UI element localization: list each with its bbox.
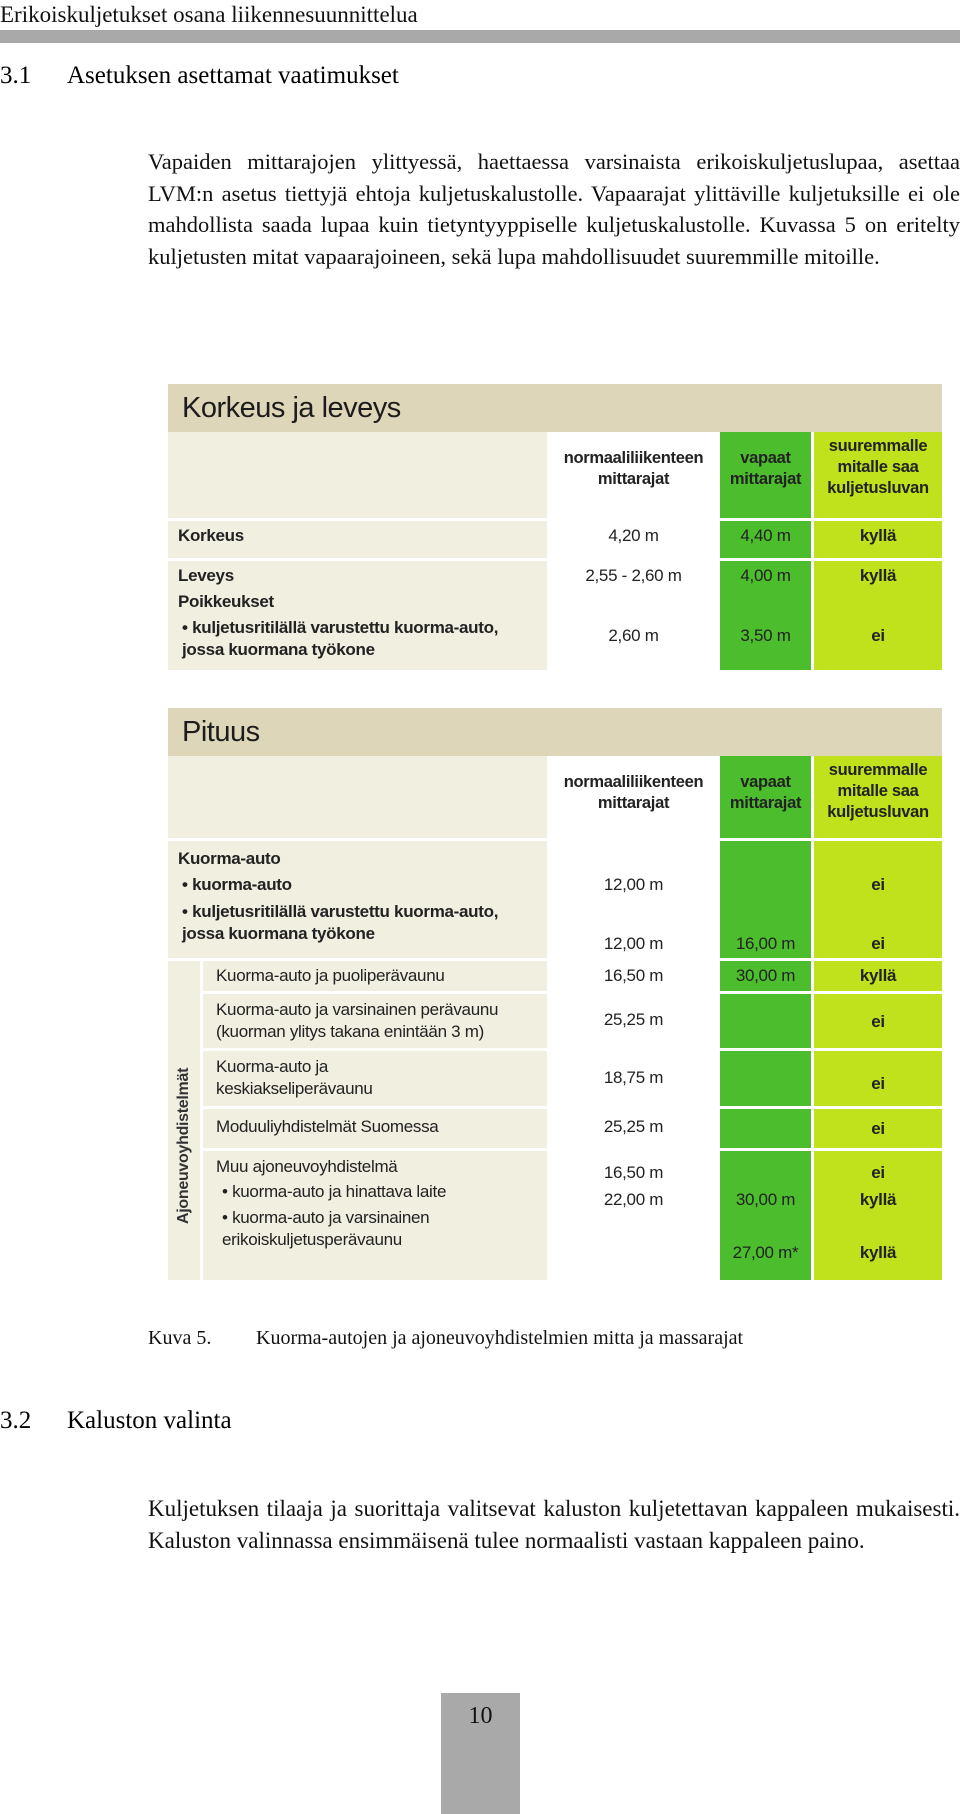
section-number: 3.1 xyxy=(0,62,32,89)
table-length xyxy=(168,708,942,1280)
cell-larger: ei xyxy=(871,1012,885,1031)
row-label: • kuorma-auto xyxy=(182,875,292,894)
cell-free: 27,00 m* xyxy=(732,1243,799,1262)
cell-normal: 2,55 - 2,60 m xyxy=(585,566,682,585)
header-larger: suuremmalle mitalle saa kuljetusluvan xyxy=(827,437,929,497)
cell-normal: 16,50 m xyxy=(603,966,664,985)
cell-larger: ei xyxy=(871,1119,885,1138)
cell-normal: 12,00 m xyxy=(603,875,664,894)
table-title: Pituus xyxy=(168,708,942,756)
cell-free: 16,00 m xyxy=(735,934,796,953)
header-free: vapaat mittarajat xyxy=(729,449,802,488)
row-label: • kuljetusritilällä varustettu kuorma-auto, jossa kuormana työkone xyxy=(182,902,499,943)
cell-normal: 4,20 m xyxy=(608,526,659,545)
cell-larger: ei xyxy=(871,934,885,953)
cell-larger: kyllä xyxy=(859,1243,897,1262)
vertical-label: Ajoneuvoyhdistelmät xyxy=(175,1067,192,1224)
section-title: Asetuksen asettamat vaatimukset xyxy=(67,62,399,89)
cell-normal: 22,00 m xyxy=(603,1190,664,1209)
row-label: Moduuliyhdistelmät Suomessa xyxy=(216,1117,439,1136)
cell-free: 30,00 m xyxy=(735,966,796,985)
cell-normal: 16,50 m xyxy=(603,1163,664,1182)
row-label: Poikkeukset xyxy=(178,592,274,611)
running-header-title: Erikoiskuljetukset osana liikennesuunnittelua xyxy=(0,2,418,27)
row-label: Korkeus xyxy=(178,526,244,545)
cell-free: 30,00 m xyxy=(735,1190,796,1209)
header-rule xyxy=(0,30,960,43)
cell-normal: 25,25 m xyxy=(603,1117,664,1136)
cell-normal: 2,60 m xyxy=(608,626,659,645)
caption-text: Kuorma-autojen ja ajoneuvoyhdistelmien mitta ja massarajat xyxy=(256,1327,744,1349)
row-label: • kuorma-auto ja hinattava laite xyxy=(222,1182,447,1201)
table-title: Korkeus ja leveys xyxy=(168,384,942,432)
row-label: • kuljetusritilällä varustettu kuorma-auto, jossa kuormana työkone xyxy=(182,618,499,659)
cell-larger: kyllä xyxy=(859,966,897,985)
cell-larger: kyllä xyxy=(859,1190,897,1209)
cell-larger: ei xyxy=(871,875,885,894)
cell-free: 4,00 m xyxy=(740,566,791,585)
cell-normal: 12,00 m xyxy=(603,934,664,953)
cell-free: 4,40 m xyxy=(740,526,791,545)
table-height-width xyxy=(168,384,942,670)
row-label: Muu ajoneuvoyhdistelmä xyxy=(216,1157,398,1176)
cell-larger: kyllä xyxy=(859,566,897,585)
row-label: • kuorma-auto ja varsinainen erikoiskuljetusperävaunu xyxy=(222,1208,430,1249)
row-label: Kuorma-auto ja keskiakseliperävaunu xyxy=(216,1057,373,1098)
paragraph-requirements: Vapaiden mittarajojen ylittyessä, haettaessa varsinaista erikoiskuljetuslupaa, asettaa LVM:n asetus tiettyjä ehtoja kuljetuskalustolle. Vapaarajat ylittäville kuljetuksille ei ole mahdollista saada lupaa kuin tietyntyyppiselle kuljetuskalustolle. Kuvassa 5 on eritelty kuljetusten mitat vapaarajoineen, sekä lupa mahdollisuudet suuremmille mitoille. xyxy=(148,149,960,269)
caption-label: Kuva 5. xyxy=(148,1327,212,1349)
paragraph-equipment: Kuljetuksen tilaaja ja suorittaja valitsevat kaluston kuljetettavan kappaleen mukaisesti. Kaluston valinnassa ensimmäisenä tulee normaalisti vastaan kappaleen paino. xyxy=(148,1496,960,1553)
row-label: Kuorma-auto ja puoliperävaunu xyxy=(216,966,445,985)
page-number-box xyxy=(441,1693,520,1814)
header-normal: normaaliliikenteen mittarajat xyxy=(563,773,704,812)
page-number: 10 xyxy=(468,1703,493,1729)
row-label: Leveys xyxy=(178,566,234,585)
section-number: 3.2 xyxy=(0,1407,32,1434)
header-free: vapaat mittarajat xyxy=(729,773,802,812)
group-label: Kuorma-auto xyxy=(178,849,281,868)
running-header xyxy=(0,0,960,46)
cell-normal: 25,25 m xyxy=(603,1010,664,1029)
section-title: Kaluston valinta xyxy=(67,1407,232,1434)
header-larger: suuremmalle mitalle saa kuljetusluvan xyxy=(827,761,929,821)
cell-free: 3,50 m xyxy=(740,626,791,645)
cell-larger: ei xyxy=(871,1163,885,1182)
row-label: Kuorma-auto ja varsinainen perävaunu (kuorman ylitys takana enintään 3 m) xyxy=(216,1000,499,1041)
cell-larger: kyllä xyxy=(859,526,897,545)
cell-larger: ei xyxy=(871,1074,885,1093)
header-normal: normaaliliikenteen mittarajat xyxy=(563,449,704,488)
cell-normal: 18,75 m xyxy=(603,1068,664,1087)
cell-larger: ei xyxy=(871,626,885,645)
